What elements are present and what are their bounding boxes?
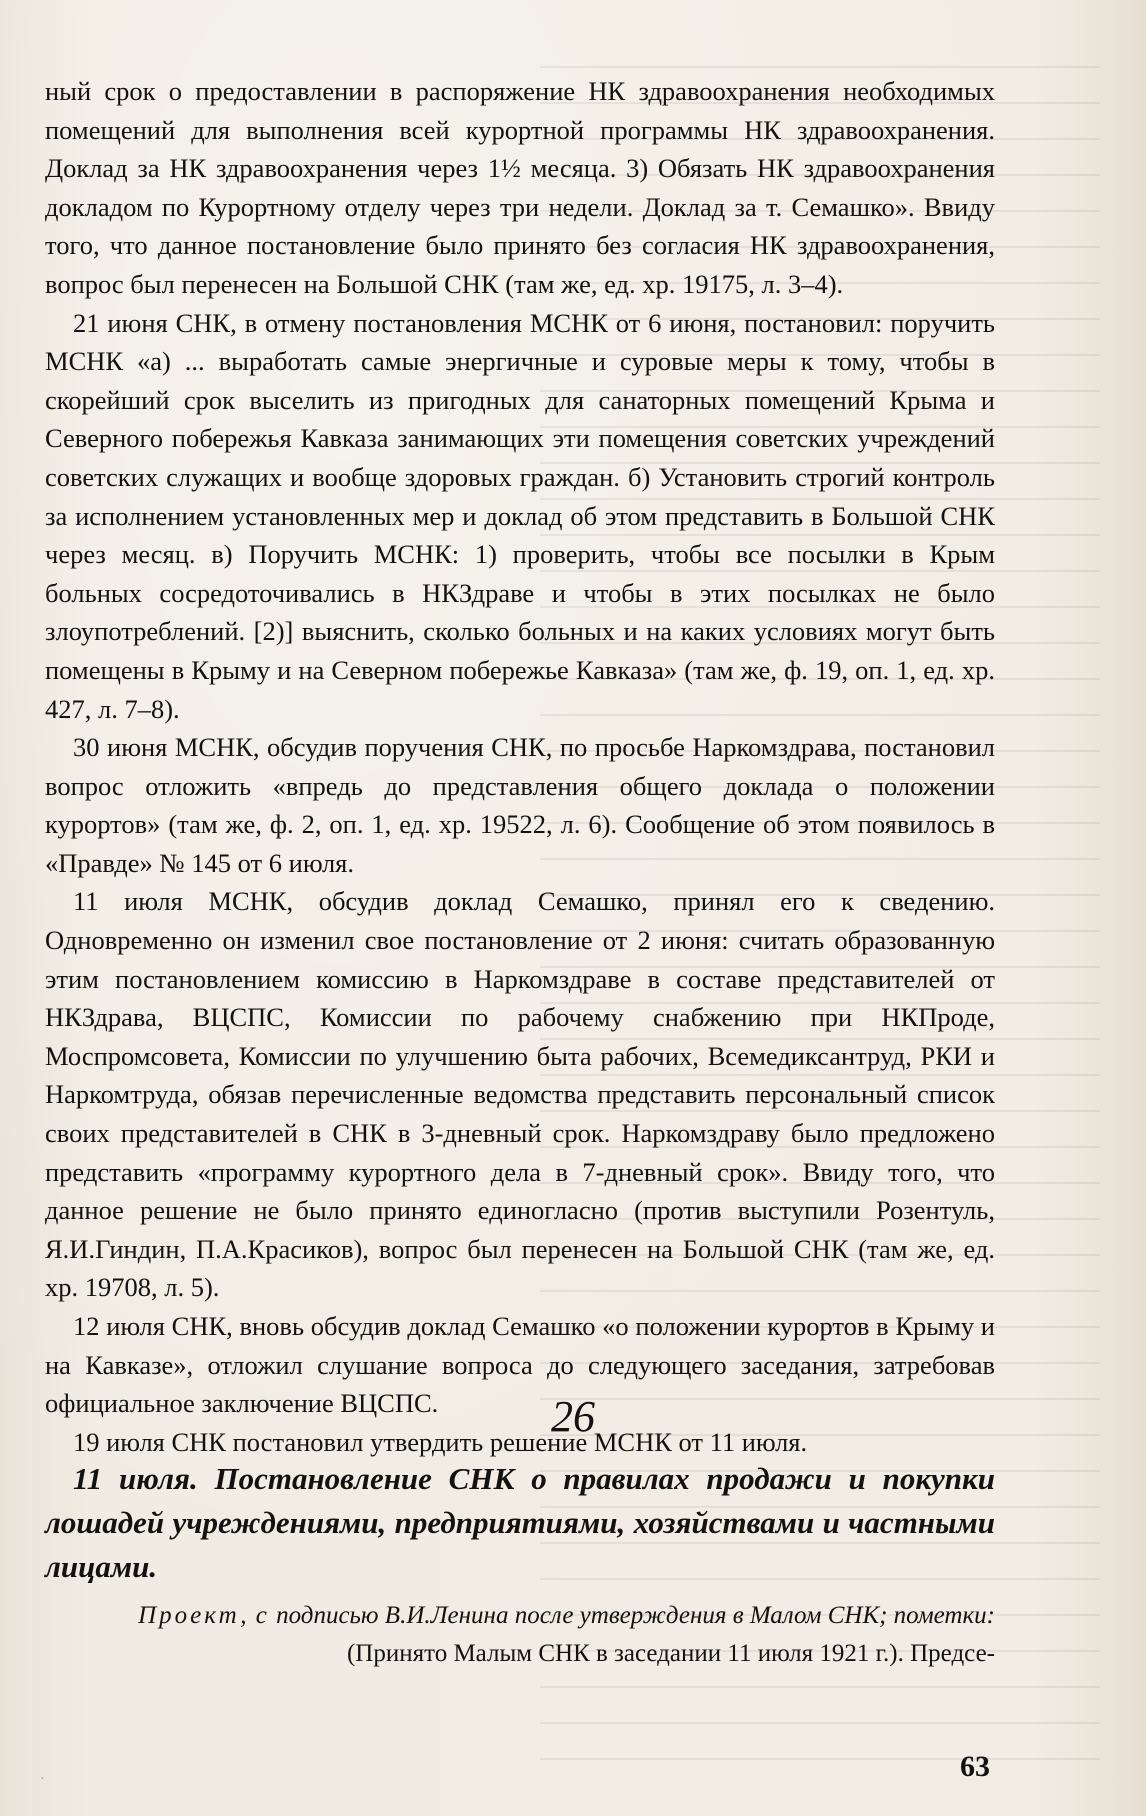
document-number: 26	[551, 1392, 595, 1441]
paragraph-6: 19 июля СНК постановил утвердить решение МСНК от 11 июля.	[73, 1426, 808, 1457]
paragraph-1: ный срок о предоставлении в распоряжение НК здравоохранения необходимых помещений для выполнения всей курортной программы НК здравоохранения. Доклад за НК здравоохранения через 1½ месяца. 3) Обязать НК здравоохранения докладом по Курортному отделу через три недели. Доклад за т. Семашко». Ввиду того, что данное постановление было принято без согласия НК здравоохранения, вопрос был перенесен на Большой СНК (там же, ед. хр. 19175, л. 3–4).	[45, 76, 995, 299]
document-title: 11 июля. Постановление СНК о правилах продажи и покупки лошадей учреждениями, предприятиями, хозяйствами и частными лицами.	[45, 1461, 995, 1584]
source-roman: (Принято Малым СНК в заседании 11 июля 1921 г.). Предсе-	[346, 1640, 995, 1667]
source-note	[45, 1597, 995, 1673]
paragraph-5: 12 июля СНК, вновь обсудив доклад Семашко «о положении курортов в Крыму и на Кавказе», отложил слушание вопроса до следующего заседания, затребовав официальное заключение ВЦСПС.	[45, 1311, 995, 1419]
source-with: с	[255, 1602, 270, 1629]
page-number: 63	[960, 1750, 990, 1783]
body-text	[45, 72, 995, 1461]
paragraph-4: 11 июля МСНК, обсудив доклад Семашко, принял его к сведению. Одновременно он изменил свое постановление от 2 июня: считать образованную этим постановлением комиссию в Наркомздраве в составе представителей от НКЗдрава, ВЦСПС, Комиссии по рабочему снабжению при НКПроде, Моспромсовета, Комиссии по улучшению быта рабочих, Всемедиксантруд, РКИ и Наркомтруда, обязав перечисленные ведомства представить персональный список своих представителей в СНК в 3-дневный срок. Наркомздраву было предложено представить «программу курортного дела в 7-дневный срок». Ввиду того, что данное решение не было принято единогласно (против выступили Розентуль, Я.И.Гиндин, П.А.Красиков), вопрос был перенесен на Большой СНК (там же, ед. хр. 19708, л. 5).	[45, 886, 995, 1303]
print-mark: ·	[40, 1772, 45, 1787]
paragraph-2: 21 июня СНК, в отмену постановления МСНК от 6 июня, постановил: поручить МСНК «а) ... выработать самые энергичные и суровые меры к тому, чтобы в скорейший срок выселить из пригодных для санаторных помещений Крыма и Северного побережья Кавказа занимающих эти помещения советских учреждений советских служащих и вообще здоровых граждан. б) Установить строгий контроль за исполнением установленных мер и доклад об этом представить в Большой СНК через месяц. в) Поручить МСНК: 1) проверить, чтобы все посылки в Крым больных сосредоточивались в НКЗдраве и чтобы в этих посылках не было злоупотреблений. [2)] выяснить, сколько больных и на каких условиях могут быть помещены в Крыму и на Северном побережье Кавказа» (там же, ф. 19, оп. 1, ед. хр. 427, л. 7–8).	[45, 307, 995, 724]
source-italic: подписью В.И.Ленина после утверждения в Малом СНК; пометки:	[276, 1602, 995, 1629]
paragraph-3: 30 июня МСНК, обсудив поручения СНК, по просьбе Наркомздрава, постановил вопрос отложить «впредь до представления общего доклада о положении курортов» (там же, ф. 2, оп. 1, ед. хр. 19522, л. 6). Сообщение об этом появилось в «Правде» № 145 от 6 июля.	[45, 732, 995, 878]
source-label: Проект,	[138, 1602, 250, 1629]
